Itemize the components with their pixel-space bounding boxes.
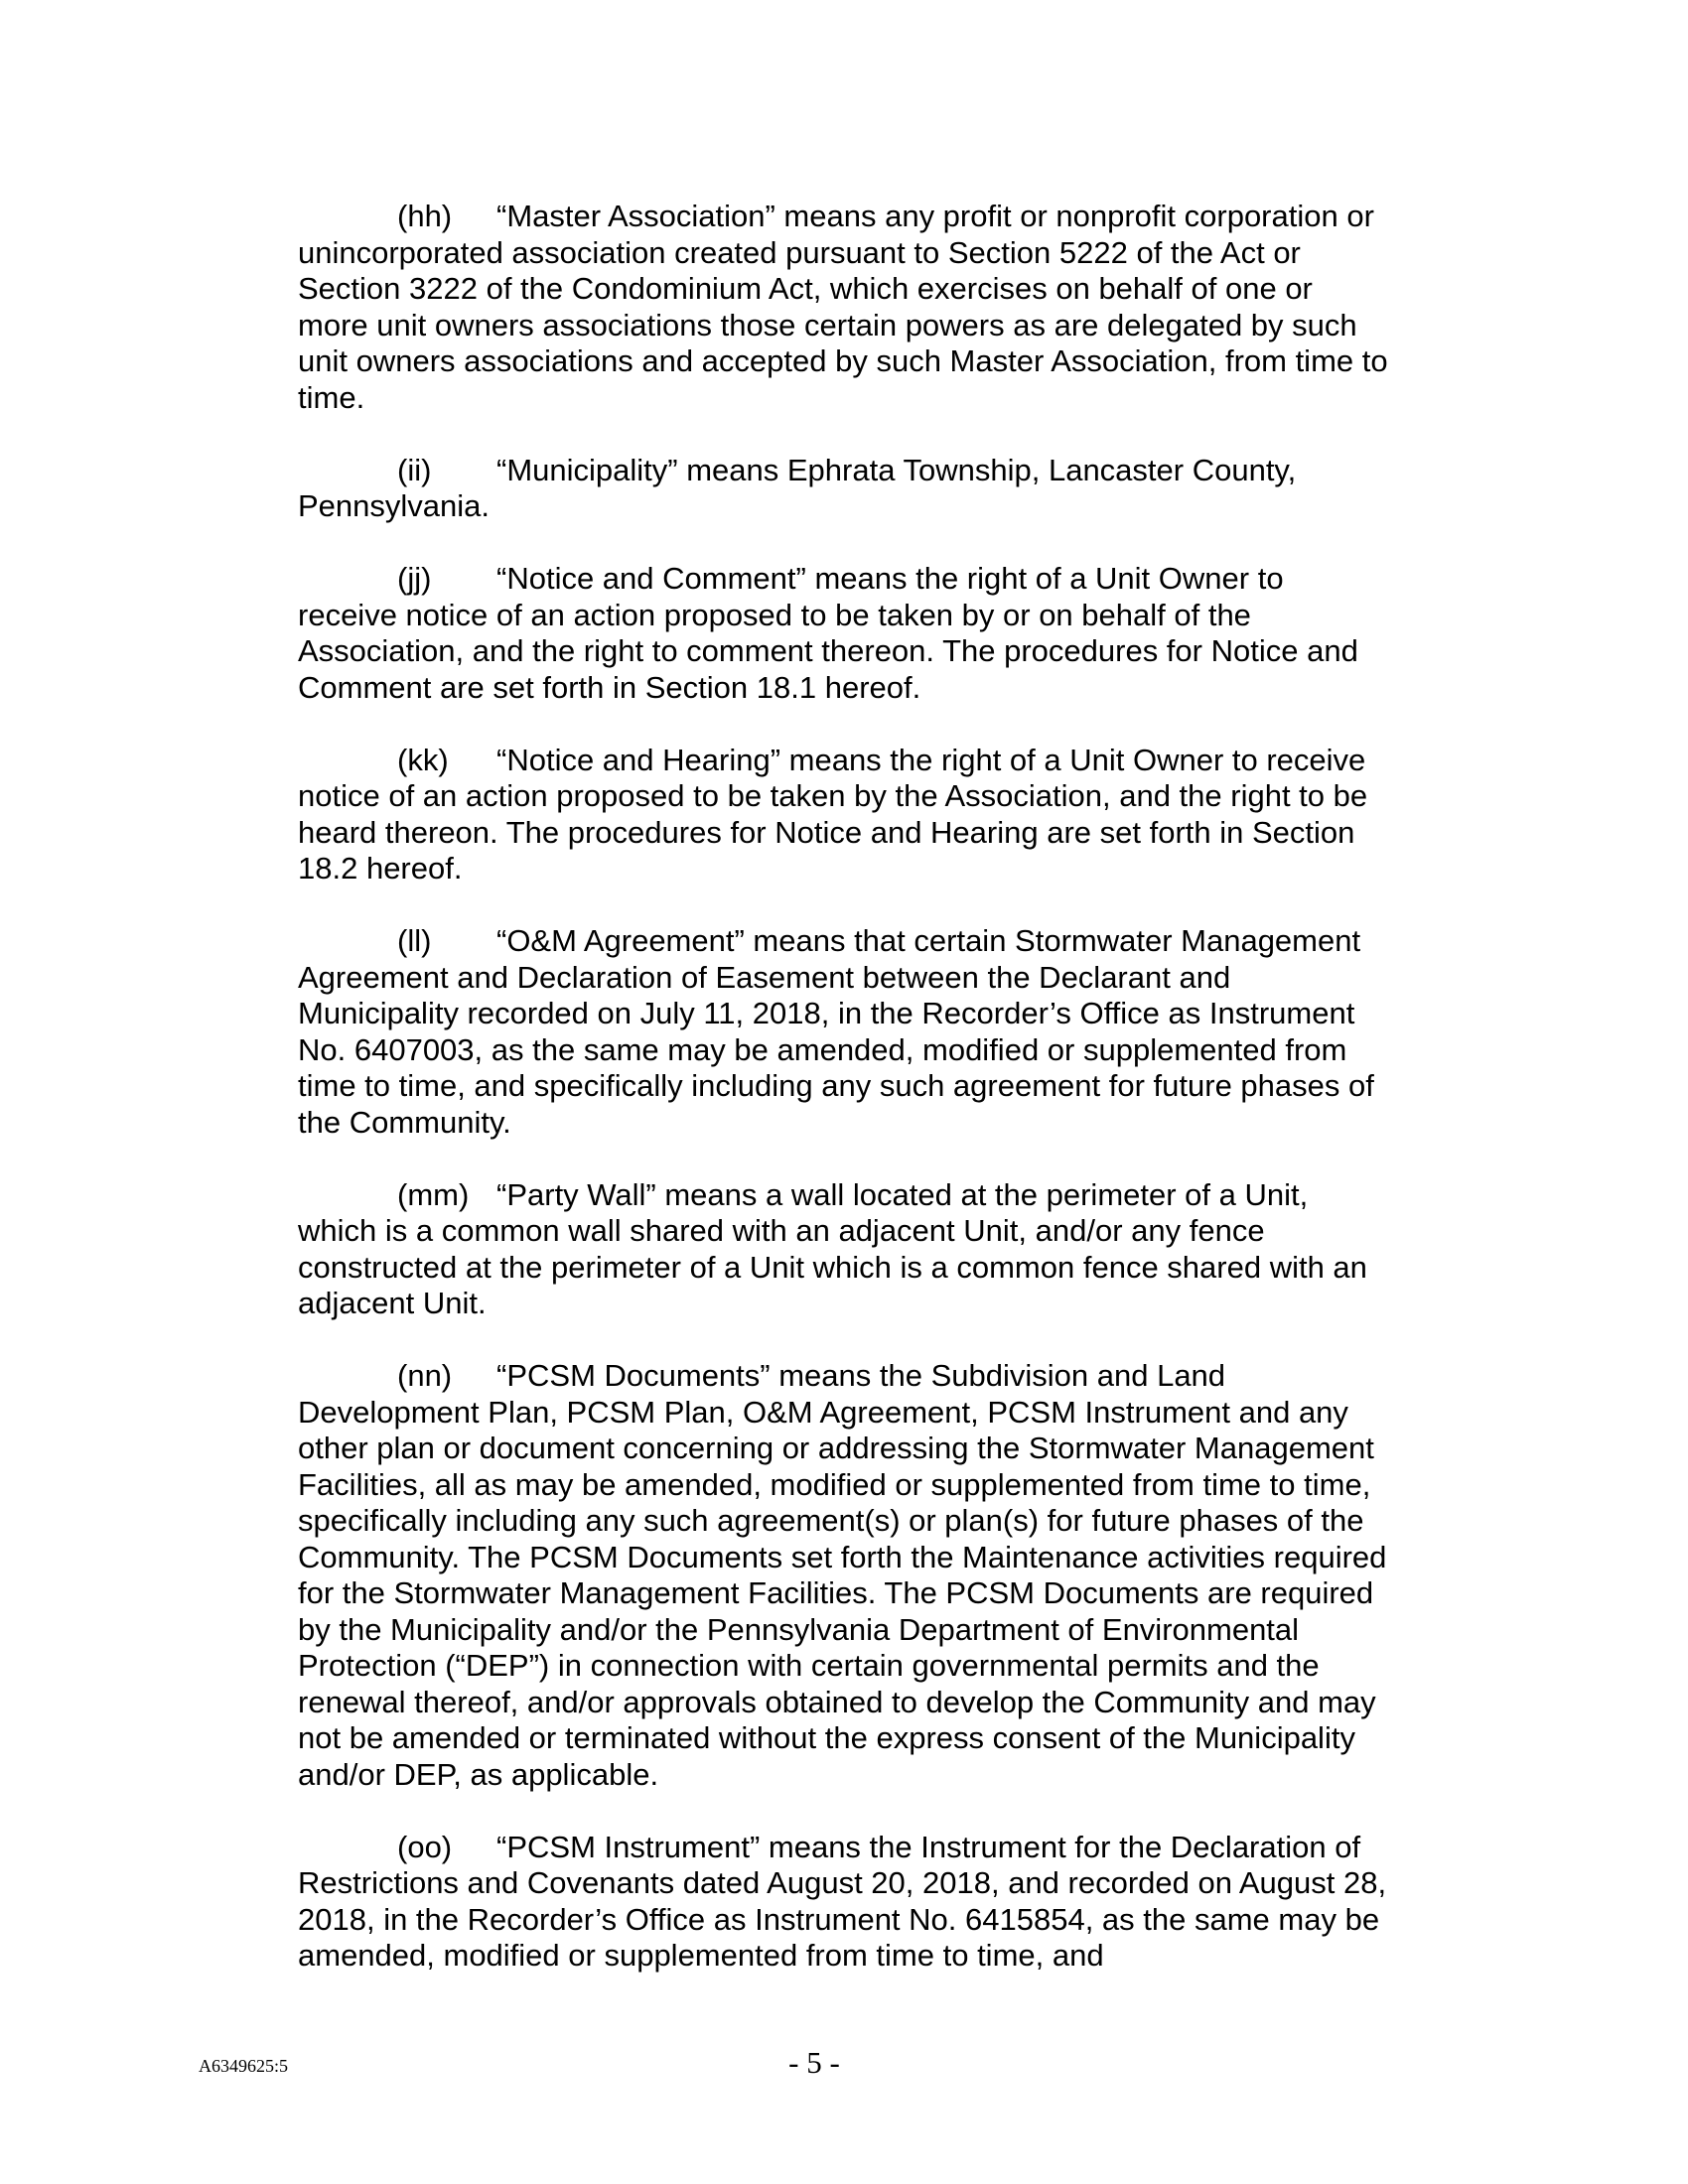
definition-paragraph-jj <box>298 561 1390 706</box>
paragraph-text: “PCSM Documents” means the Subdivision and Land Development Plan, PCSM Plan, O&M Agreement, PCSM Instrument and any other plan or document concerning or addressing the Stormwater Management Facilities, all as may be amended, modified or supplemented from time to time, specifically including any such agreement(s) or plan(s) for future phases of the Community. The PCSM Documents set forth the Maintenance activities required for the Stormwater Management Facilities. The PCSM Documents are required by the Municipality and/or the Pennsylvania Department of Environmental Protection (“DEP”) in connection with certain governmental permits and the renewal thereof, and/or approvals obtained to develop the Community and may not be amended or terminated without the express consent of the Municipality and/or DEP, as applicable. <box>298 1358 1387 1792</box>
definition-paragraph-kk <box>298 743 1390 887</box>
paragraph-marker: (jj) <box>397 561 432 596</box>
paragraph-marker: (ii) <box>397 452 432 487</box>
definition-paragraph-ii <box>298 453 1390 525</box>
paragraph-marker: (nn) <box>397 1358 453 1393</box>
document-id: A6349625:5 <box>199 2056 288 2076</box>
paragraph-text: “Notice and Comment” means the right of a Unit Owner to receive notice of an action proposed to be taken by or on behalf of the Association, and the right to comment thereon. The procedures for Notice and Comment are set forth in Section 18.1 hereof. <box>298 561 1358 705</box>
paragraph-marker: (oo) <box>397 1829 453 1864</box>
definition-paragraph-mm <box>298 1177 1390 1322</box>
paragraph-text: “Party Wall” means a wall located at the perimeter of a Unit, which is a common wall shared with an adjacent Unit, and/or any fence constructed at the perimeter of a Unit which is a common fence shared with an adjacent Unit. <box>298 1176 1367 1320</box>
paragraph-marker: (hh) <box>397 199 453 233</box>
paragraph-text: “Municipality” means Ephrata Township, Lancaster County, Pennsylvania. <box>298 452 1297 523</box>
definition-paragraph-oo <box>298 1830 1390 1975</box>
paragraph-text: “Notice and Hearing” means the right of a Unit Owner to receive notice of an action proposed to be taken by the Association, and the right to be heard thereon. The procedures for Notice and Hearing are set forth in Section 18.2 hereof. <box>298 742 1368 886</box>
paragraph-marker: (mm) <box>397 1176 470 1212</box>
definitions-section <box>298 199 1390 2010</box>
definition-paragraph-nn <box>298 1358 1390 1793</box>
paragraph-marker: (ll) <box>397 923 432 958</box>
paragraph-text: “O&M Agreement” means that certain Stormwater Management Agreement and Declaration of Easement between the Declarant and Municipality recorded on July 11, 2018, in the Recorder’s Office as Instrument No. 6407003, as the same may be amended, modified or supplemented from time to time, and specifically including any such agreement for future phases of the Community. <box>298 923 1374 1140</box>
definition-paragraph-hh <box>298 199 1390 416</box>
paragraph-marker: (kk) <box>397 742 449 777</box>
paragraph-text: “PCSM Instrument” means the Instrument for the Declaration of Restrictions and Covenants dated August 20, 2018, and recorded on August 28, 2018, in the Recorder’s Office as Instrument No. 6415854, as the same may be amended, modified or supplemented from time to time, and <box>298 1829 1387 1973</box>
page-number: - 5 - <box>788 2045 840 2080</box>
paragraph-text: “Master Association” means any profit or nonprofit corporation or unincorporated association created pursuant to Section 5222 of the Act or Section 3222 of the Condominium Act, which exercises on behalf of one or more unit owners associations those certain powers as are delegated by such unit owners associations and accepted by such Master Association, from time to time. <box>298 199 1388 415</box>
definition-paragraph-ll <box>298 923 1390 1141</box>
